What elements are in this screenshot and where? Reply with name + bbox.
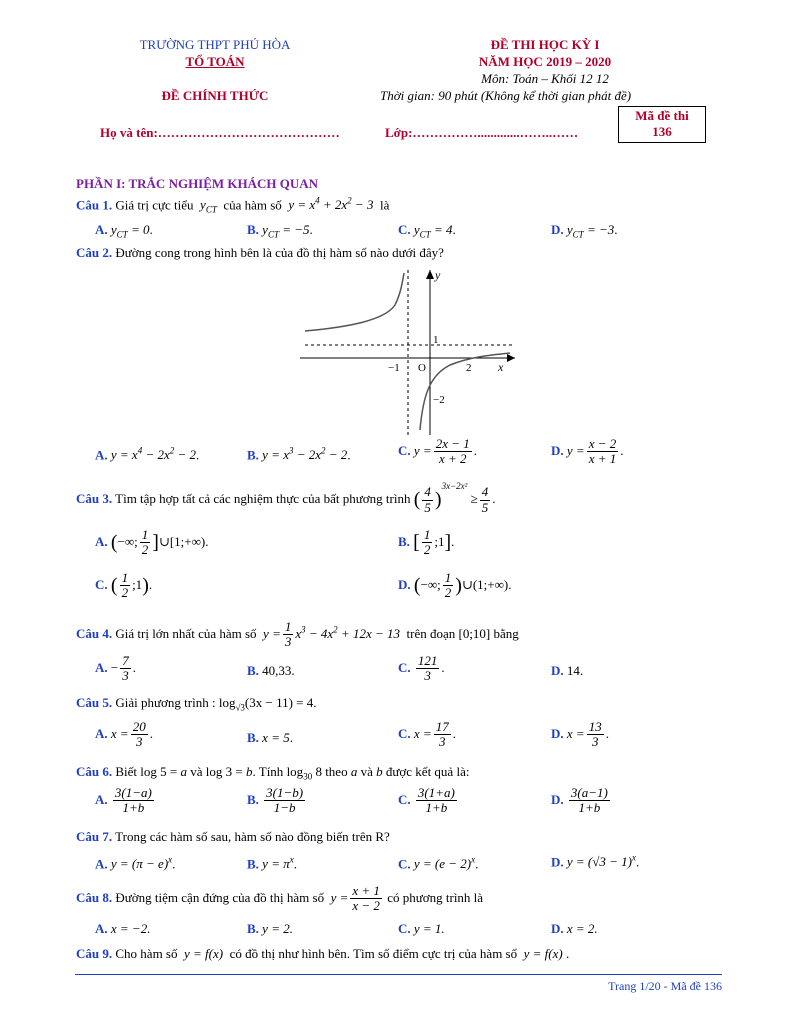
q2-option-c[interactable]: C. y = $\frac{2x - 1}{x + 2}$ . xyxy=(398,436,477,467)
exam-code-box xyxy=(618,106,706,143)
name-field-label: Họ và tên:…………………………………… xyxy=(100,125,340,140)
question-1: Câu 1. Giá trị cực tiểu $y_{CT}$ của hàm số $y = x^4 + 2x^2 - 3$ là xyxy=(76,196,390,215)
question-3-text: Tìm tập hợp tất cả các nghiệm thực của bất phương trình xyxy=(115,491,411,506)
q5-option-a[interactable]: A. x = $\frac{20}{3}$ . xyxy=(95,719,153,750)
q1-option-d[interactable]: D. $y_{CT} = -3$. xyxy=(551,222,618,240)
q6-option-c[interactable]: C. $\frac{3(1+a)}{1+b}$ xyxy=(398,785,455,816)
question-3: Câu 3. Tìm tập hợp tất cả các nghiệm thực của bất phương trình ( $\frac{4}{5}$ )$^{3x-2x^2}$ ≥ $\frac{4}{5}$ . xyxy=(76,481,496,515)
question-8-text: Đường tiệm cận đứng của đồ thị hàm số xyxy=(115,889,325,905)
school-year: NĂM HỌC 2019 – 2020 xyxy=(478,54,612,69)
q6-option-b[interactable]: B. $\frac{3(1-b)}{1-b}$ xyxy=(247,785,304,816)
q8-option-d[interactable]: D. x = 2. xyxy=(551,921,598,936)
hyperbola-graph xyxy=(300,265,520,435)
exam-code-value: 136 xyxy=(652,124,672,139)
graph-origin: O xyxy=(418,362,426,374)
graph-tick-2: 2 xyxy=(466,362,472,374)
q4-option-b[interactable]: B. 40,33. xyxy=(247,663,295,678)
page-footer: Trang 1/20 - Mã đề 136 xyxy=(608,979,722,993)
q5-option-d[interactable]: D. x = $\frac{13}{3}$ . xyxy=(551,719,609,750)
class-field-label: Lớp:…………….............……..…… xyxy=(385,125,579,140)
q2-option-a[interactable]: A. $y = x^4 - 2x^2 - 2$. xyxy=(95,446,200,463)
question-6-label: Câu 6. xyxy=(76,764,113,779)
question-2 xyxy=(76,245,444,261)
question-9-label: Câu 9. xyxy=(76,946,113,961)
department: TỔ TOÁN xyxy=(185,54,245,69)
question-5-text: Giải phương trình : xyxy=(115,695,216,710)
exam-code-label: Mã đề thi xyxy=(635,108,689,123)
question-4-label: Câu 4. xyxy=(76,625,113,641)
q5-option-c[interactable]: C. x = $\frac{17}{3}$ . xyxy=(398,719,456,750)
q3-option-c[interactable]: C. ( $\frac{1}{2}$ ;1). xyxy=(95,570,153,601)
question-7-label: Câu 7. xyxy=(76,829,113,844)
question-1-text: Giá trị cực tiểu xyxy=(115,197,194,213)
official-label: ĐỀ CHÍNH THỨC xyxy=(161,88,269,103)
footer-divider xyxy=(75,974,722,975)
q3-option-d[interactable]: D. (−∞; $\frac{1}{2}$ )∪(1;+∞). xyxy=(398,570,512,601)
question-9-text2: có đồ thị như hình bên. Tìm số điểm cực trị của hàm số xyxy=(229,946,518,961)
q7-option-b[interactable]: B. $y = \pi^x$. xyxy=(247,855,297,872)
q4-option-c[interactable]: C. $\frac{121}{3}$ . xyxy=(398,653,445,684)
q4-option-d[interactable]: D. 14. xyxy=(551,663,584,678)
question-1-text2: của hàm số xyxy=(223,197,282,213)
question-6: Câu 6. Biết log 5 = a và log 3 = b. Tính $\log_{30} 8$ theo a và b được kết quả là: xyxy=(76,764,470,782)
q6-option-a[interactable]: A. $\frac{3(1-a)}{1+b}$ xyxy=(95,785,152,816)
q8-option-c[interactable]: C. y = 1. xyxy=(398,921,445,936)
question-9: Câu 9. Cho hàm số y = f(x) có đồ thị như hình bên. Tìm số điểm cực trị của hàm số y = f(x) . xyxy=(76,946,570,961)
graph-tick-1: 1 xyxy=(433,334,439,346)
question-2-text: Đường cong trong hình bên là của đồ thị hàm số nào dưới đây? xyxy=(115,245,444,260)
graph-y-label: y xyxy=(435,268,441,282)
q1-option-b[interactable]: B. $y_{CT} = -5$. xyxy=(247,222,313,240)
q1-option-c[interactable]: C. $y_{CT} = 4$. xyxy=(398,222,456,240)
question-5-label: Câu 5. xyxy=(76,695,113,710)
q4-option-a[interactable]: A. − $\frac{7}{3}$ . xyxy=(95,653,136,684)
q8-option-b[interactable]: B. y = 2. xyxy=(247,921,293,936)
school-name: TRƯỜNG THPT PHÚ HÒA xyxy=(139,37,291,52)
subject: Môn: Toán – Khối 12 12 xyxy=(481,71,609,86)
question-2-label: Câu 2. xyxy=(76,245,113,260)
question-8: Câu 8. Đường tiệm cận đứng của đồ thị hàm số y = $\frac{x + 1}{x - 2}$ có phương trình là xyxy=(76,883,484,914)
question-8-text2: có phương trình là xyxy=(387,889,484,905)
question-4-text3: bằng xyxy=(493,625,519,641)
question-5: Câu 5. Giải phương trình : $\log_{√3}(3x - 11) = 4$. xyxy=(76,695,317,713)
question-7-text: Trong các hàm số sau, hàm số nào đồng biến trên R? xyxy=(115,829,390,844)
q3-option-b[interactable]: B. [ $\frac{1}{2}$ ;1]. xyxy=(398,527,455,558)
question-1-label: Câu 1. xyxy=(76,197,113,213)
section-title: PHẦN I: TRẮC NGHIỆM KHÁCH QUAN xyxy=(76,176,319,191)
q2-option-b[interactable]: B. $y = x^3 - 2x^2 - 2$. xyxy=(247,446,351,463)
q8-option-a[interactable]: A. x = −2. xyxy=(95,921,151,936)
question-8-label: Câu 8. xyxy=(76,889,113,905)
q3-option-a[interactable]: A. (−∞; $\frac{1}{2}$ ]∪[1;+∞). xyxy=(95,527,209,558)
graph-tick-m1: −1 xyxy=(388,362,400,374)
question-4-text: Giá trị lớn nhất của hàm số xyxy=(115,625,257,641)
q6-option-d[interactable]: D. $\frac{3(a-1)}{1+b}$ xyxy=(551,785,608,816)
q7-option-a[interactable]: A. $y = (\pi - e)^x$. xyxy=(95,855,176,872)
q7-option-c[interactable]: C. $y = (e - 2)^x$. xyxy=(398,855,479,872)
question-4: Câu 4. Giá trị lớn nhất của hàm số y = $\frac{1}{3}$ $x^3 - 4x^2 + 12x - 13$ trên đoạn [0;10] bằng xyxy=(76,619,519,650)
graph-tick-m2: −2 xyxy=(433,394,445,406)
q7-option-d[interactable]: D. $y = (√3 - 1)^x$. xyxy=(551,853,640,870)
graph-x-label: x xyxy=(498,360,504,374)
question-4-text2: trên đoạn xyxy=(406,625,456,641)
q5-option-b[interactable]: B. x = 5. xyxy=(247,730,293,745)
question-9-text: Cho hàm số xyxy=(115,946,178,961)
exam-title: ĐỀ THI HỌC KỲ I xyxy=(490,37,600,52)
question-3-label: Câu 3. xyxy=(76,491,113,506)
question-7 xyxy=(76,829,390,845)
question-1-text3: là xyxy=(379,197,390,213)
q2-option-d[interactable]: D. y = $\frac{x - 2}{x + 1}$ . xyxy=(551,436,624,467)
duration: Thời gian: 90 phút (Không kể thời gian phát đề) xyxy=(380,88,632,103)
q1-option-a[interactable]: A. $y_{CT} = 0$. xyxy=(95,222,153,240)
